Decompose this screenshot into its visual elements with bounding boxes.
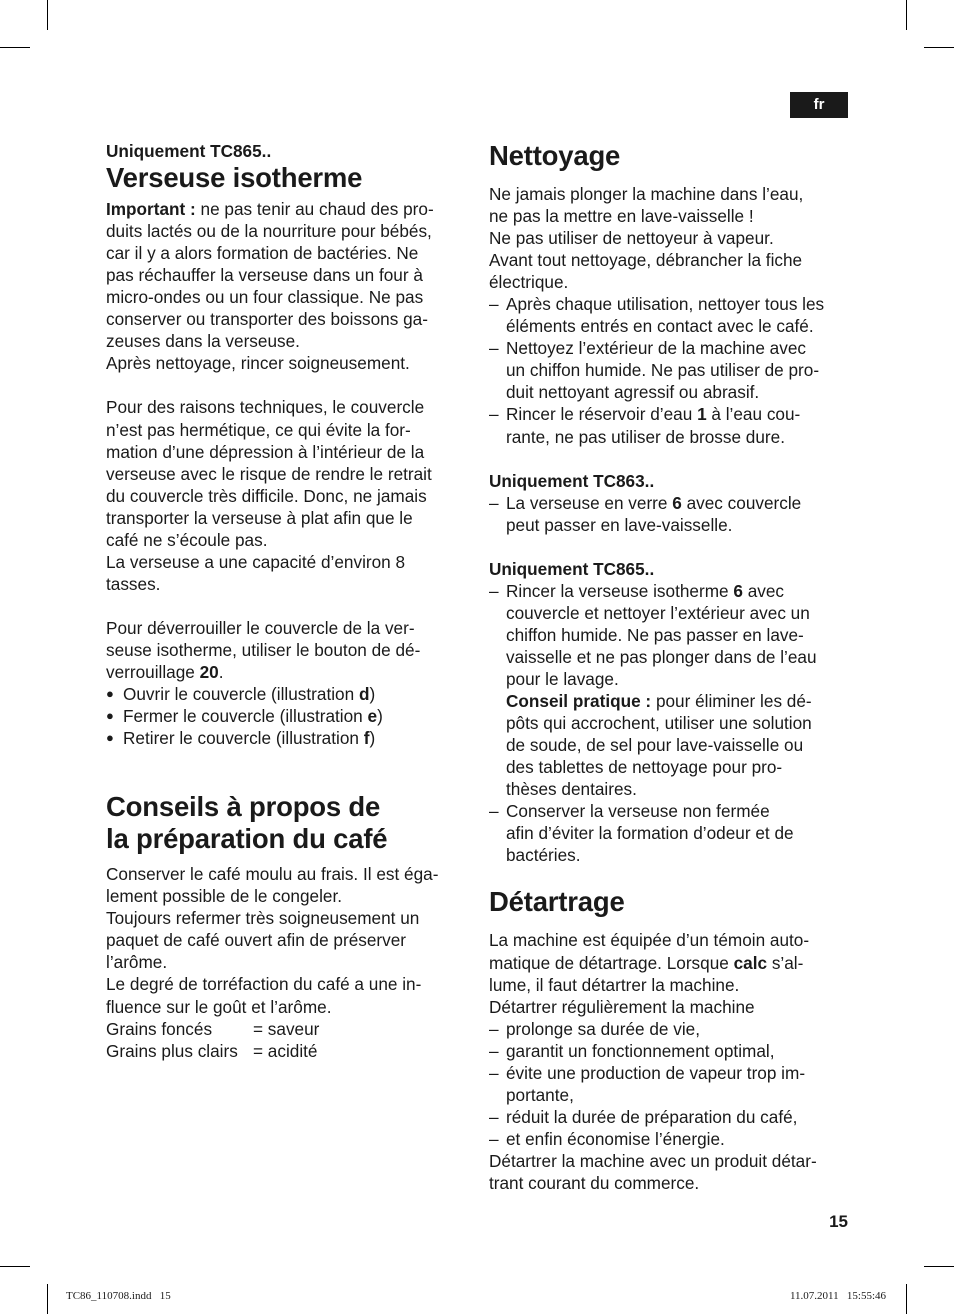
list-item: – et enfin économise l’énergie. bbox=[489, 1128, 849, 1150]
text-line: tasses. bbox=[106, 573, 161, 594]
text-line: matique de détartrage. Lorsque calc s’al- bbox=[489, 952, 804, 973]
paragraph bbox=[106, 396, 466, 594]
heading-nettoyage: Nettoyage bbox=[489, 140, 621, 171]
text-line: duits lactés ou de la nourriture pour bébés, bbox=[106, 221, 432, 242]
table-row: Grains plus clairs= acidité bbox=[106, 1040, 318, 1061]
text-line: verrouillage 20. bbox=[106, 662, 224, 683]
paragraph bbox=[489, 1150, 849, 1194]
text-line: pas réchauffer la verseuse dans un four à bbox=[106, 265, 423, 286]
list-item: – Nettoyez l’extérieur de la machine avec un chiffon humide. Ne pas utiliser de pro- duit nettoyant agressif ou abrasif. bbox=[489, 337, 849, 403]
language-tab: fr bbox=[790, 92, 848, 118]
crop-mark bbox=[47, 1284, 48, 1314]
text-line: ne pas la mettre en lave-vaisselle ! bbox=[489, 206, 754, 227]
list-item: – prolonge sa durée de vie, bbox=[489, 1018, 849, 1040]
text-line: Le degré de torréfaction du café a une in- bbox=[106, 974, 422, 995]
heading-conseils: Conseils à propos de la préparation du café bbox=[106, 791, 388, 855]
text-line: mation d’une dépression à l’intérieur de la bbox=[106, 441, 425, 462]
list-item: – Après chaque utilisation, nettoyer tous les éléments entrés en contact avec le café. bbox=[489, 293, 849, 337]
paragraph bbox=[106, 863, 466, 1061]
crop-mark bbox=[924, 1266, 954, 1267]
crop-mark bbox=[0, 1266, 30, 1267]
section-kicker: Uniquement TC865.. bbox=[106, 141, 272, 161]
paragraph bbox=[489, 929, 849, 1017]
list-item: – Rincer le réservoir d’eau 1 à l’eau cou- rante, ne pas utiliser de brosse dure. bbox=[489, 403, 849, 447]
list-item: – La verseuse en verre 6 avec couvercle peut passer en lave-vaisselle. bbox=[489, 492, 849, 536]
crop-mark bbox=[906, 0, 907, 30]
crop-mark bbox=[906, 1284, 907, 1314]
text-line: lement possible de le congeler. bbox=[106, 886, 343, 907]
heading-detartrage: Détartrage bbox=[489, 886, 625, 918]
list-item: – évite une production de vapeur trop im- portante, bbox=[489, 1062, 849, 1106]
table-row: Grains foncés = saveur bbox=[106, 1018, 320, 1039]
text-line: Ne jamais plonger la machine dans l’eau, bbox=[489, 184, 804, 204]
text-line: conserver ou transporter des boissons ga- bbox=[106, 309, 428, 330]
list-item: – garantit un fonctionnement optimal, bbox=[489, 1040, 849, 1062]
text-line: l’arôme. bbox=[106, 952, 168, 973]
bullet-list bbox=[106, 683, 466, 749]
text-line: Détartrer la machine avec un produit détar- bbox=[489, 1150, 817, 1171]
text-line: La machine est équipée d’un témoin auto- bbox=[489, 930, 810, 951]
text-line: transporter la verseuse à plat afin que le bbox=[106, 507, 413, 528]
text-line: paquet de café ouvert afin de préserver bbox=[106, 930, 407, 951]
crop-mark bbox=[47, 0, 48, 30]
left-column bbox=[106, 140, 466, 1062]
list-item: ● Retirer le couvercle (illustration f) bbox=[106, 727, 466, 749]
text-line: Pour des raisons techniques, le couvercle bbox=[106, 397, 425, 418]
paragraph bbox=[489, 183, 849, 293]
subheading-tc865: Uniquement TC865.. bbox=[489, 558, 655, 579]
text-line: du couvercle très difficile. Donc, ne jamais bbox=[106, 485, 427, 506]
text-line: Avant tout nettoyage, débrancher la fiche bbox=[489, 250, 803, 271]
text-line: lume, il faut détartrer la machine. bbox=[489, 974, 740, 995]
list-item: ● Ouvrir le couvercle (illustration d) bbox=[106, 683, 466, 705]
text-line: seuse isotherme, utiliser le bouton de dé- bbox=[106, 639, 421, 660]
list-item: ● Fermer le couvercle (illustration e) bbox=[106, 705, 466, 727]
text-line: car il y a alors formation de bactéries. Ne bbox=[106, 243, 419, 264]
crop-mark bbox=[0, 47, 30, 48]
text-line: Après nettoyage, rincer soigneusement. bbox=[106, 353, 410, 374]
crop-mark bbox=[924, 47, 954, 48]
paragraph bbox=[106, 198, 466, 374]
text-line: Toujours refermer très soigneusement un bbox=[106, 908, 420, 929]
text-line: trant courant du commerce. bbox=[489, 1172, 700, 1193]
text-line: fluence sur le goût et l’arôme. bbox=[106, 996, 332, 1017]
text-line: micro-ondes ou un four classique. Ne pas bbox=[106, 287, 424, 308]
text-line: Ne pas utiliser de nettoyeur à vapeur. bbox=[489, 228, 774, 249]
list-item: – Conserver la verseuse non fermée afin d’éviter la formation d’odeur et de bactéries. bbox=[489, 800, 849, 866]
text-line: Important : ne pas tenir au chaud des pro- bbox=[106, 199, 434, 220]
right-column bbox=[489, 140, 849, 1194]
heading-verseuse: Verseuse isotherme bbox=[106, 162, 363, 194]
paragraph bbox=[106, 617, 466, 683]
footer-datetime: 11.07.2011 15:55:46 bbox=[789, 1290, 886, 1302]
text-line: n’est pas hermétique, ce qui évite la for- bbox=[106, 419, 411, 440]
text-line: électrique. bbox=[489, 272, 569, 293]
text-line: verseuse avec le risque de rendre le retrait bbox=[106, 463, 432, 484]
text-line: Conserver le café moulu au frais. Il est éga- bbox=[106, 864, 439, 885]
text-line: zeuses dans la verseuse. bbox=[106, 331, 300, 352]
list-item: – réduit la durée de préparation du café, bbox=[489, 1106, 849, 1128]
text-line: La verseuse a une capacité d’environ 8 bbox=[106, 551, 406, 572]
text-line: Détartrer régulièrement la machine bbox=[489, 996, 755, 1017]
list-item: – Rincer la verseuse isotherme 6 avec couvercle et nettoyer l’extérieur avec un chiffon humide. Ne pas passer en lave- vaisselle et ne pas plonger dans de l’eau pour le lavage. Conseil pratique : pour éliminer les dé- pôts qui accrochent, utiliser une solution de soude, de sel pour lave-vaisselle ou des tablettes de nettoyage pour pro- thèses dentaires. bbox=[489, 580, 849, 800]
subheading-tc863: Uniquement TC863.. bbox=[489, 470, 655, 491]
text-line: café ne s’écoule pas. bbox=[106, 529, 268, 550]
footer-file: TC86_110708.indd 15 bbox=[66, 1290, 171, 1302]
page-number: 15 bbox=[829, 1212, 848, 1231]
text-line: Pour déverrouiller le couvercle de la ver- bbox=[106, 617, 415, 638]
